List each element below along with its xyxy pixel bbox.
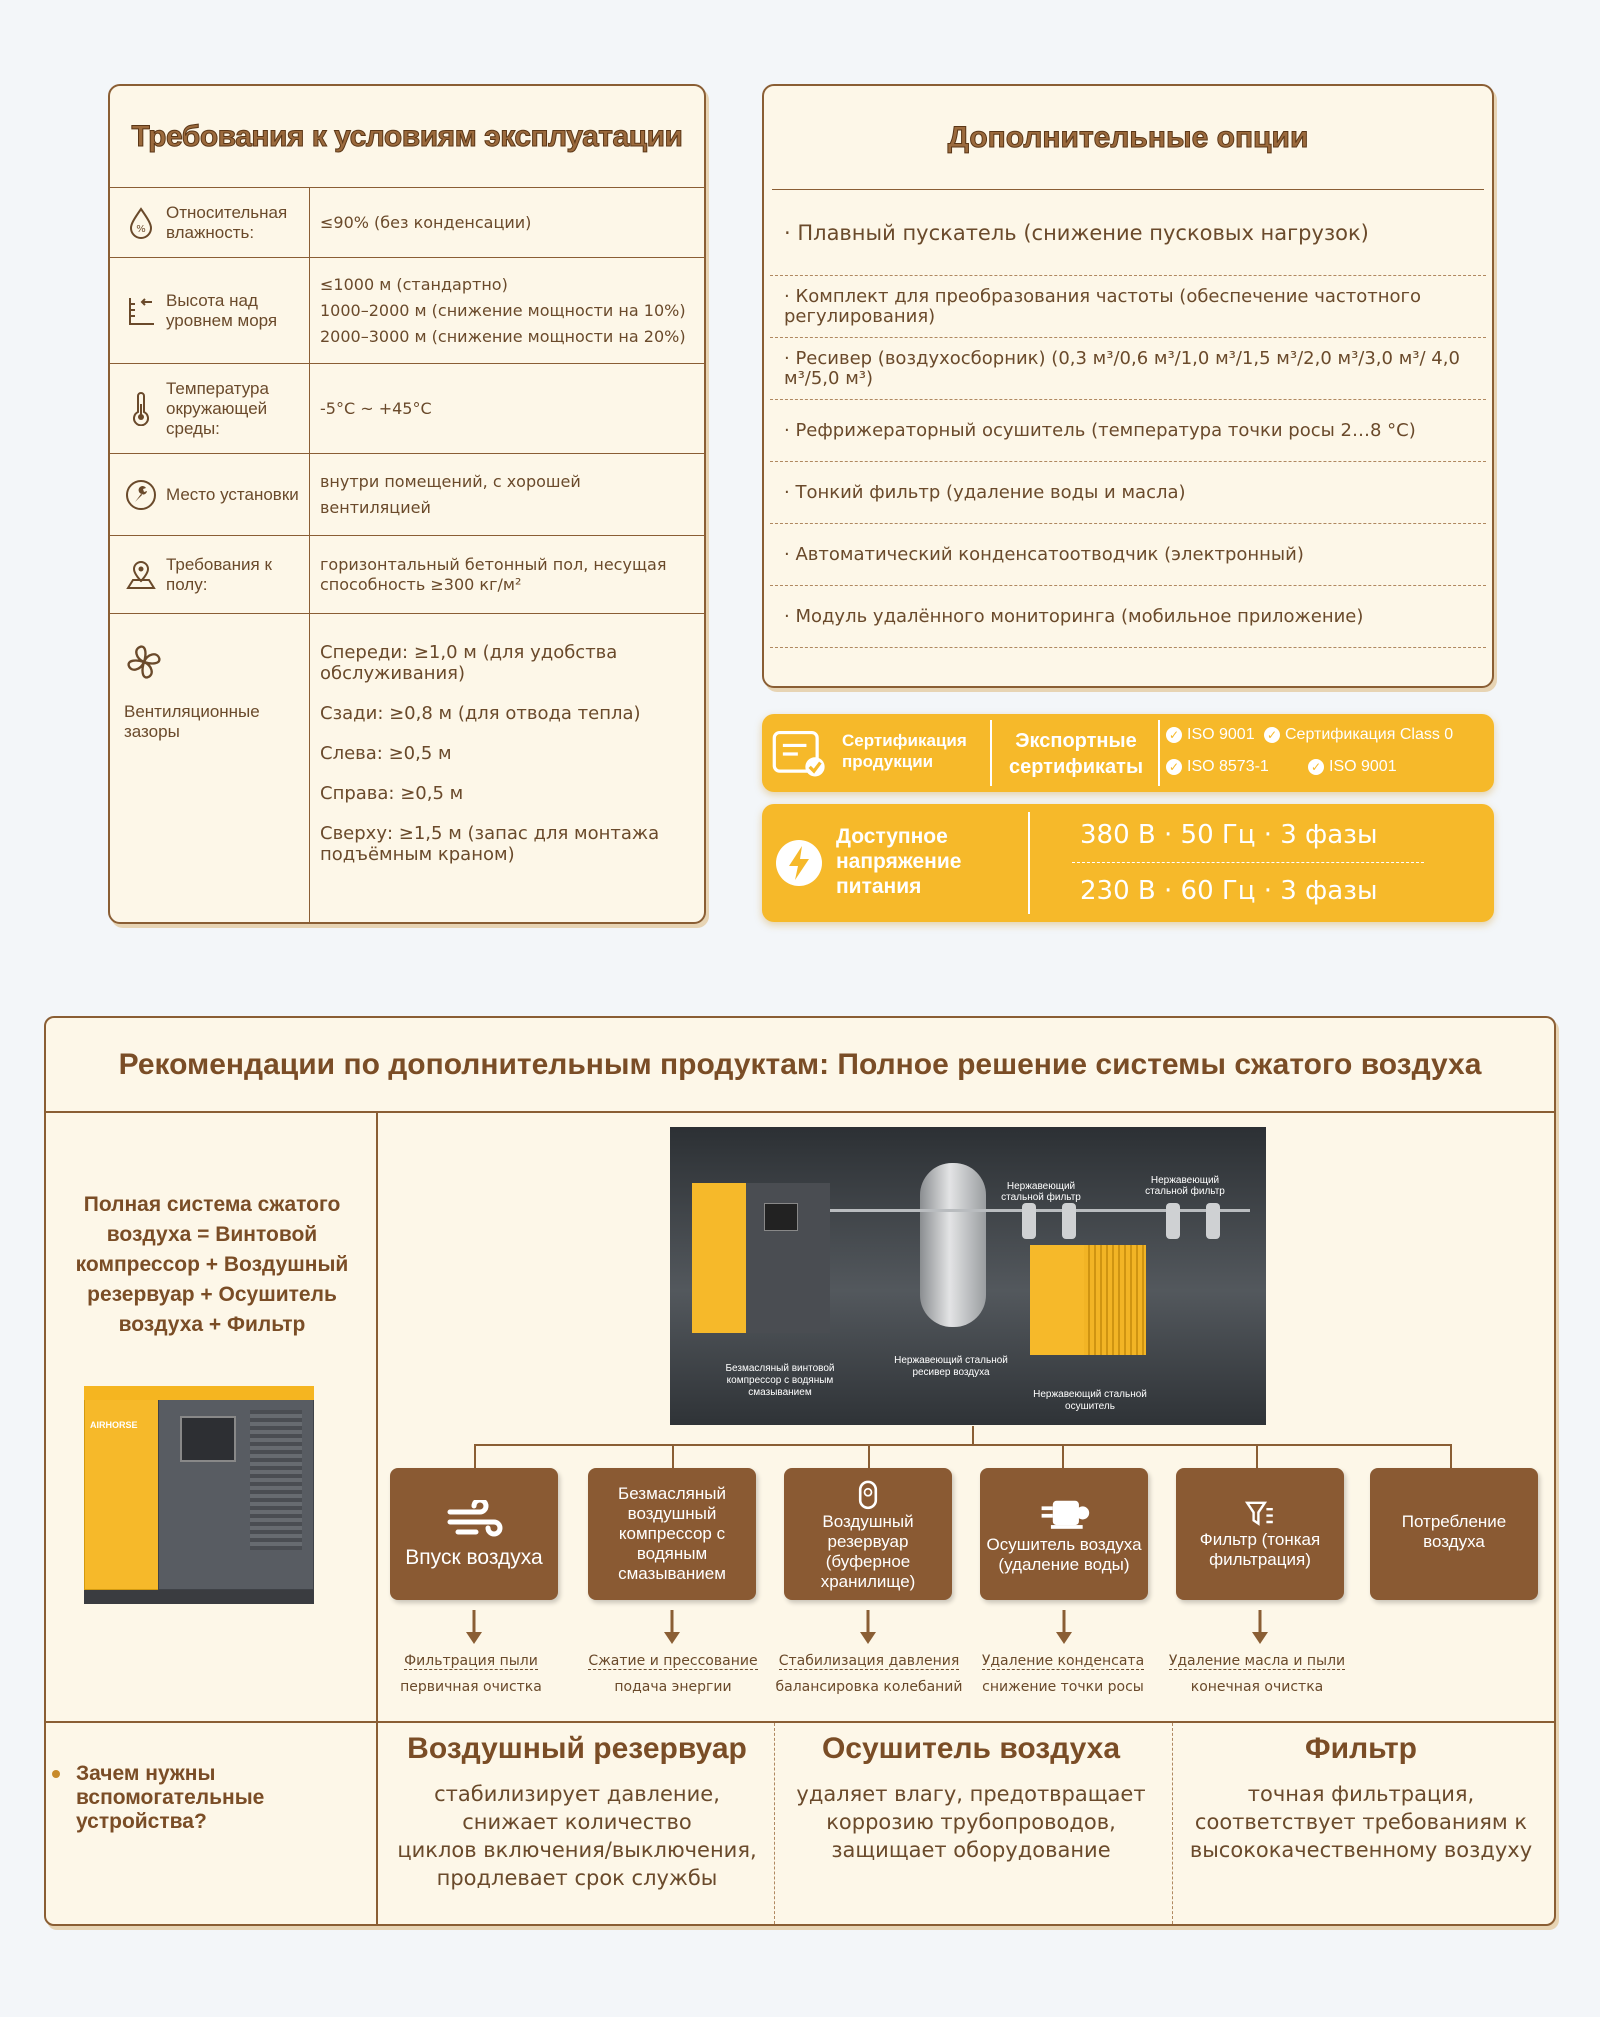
humidity-icon [124,206,158,240]
compressor-image [84,1386,330,1610]
option-item: · Ресивер (воздухосборник) (0,3 м³/0,6 м³/1,0 м³/1,5 м³/2,0 м³/3,0 м³/ 4,0 м³/5,0 м³) [770,338,1486,400]
condition-label: Относительная влажность: [166,202,288,242]
certificate-icon [770,724,830,784]
process-note: Сжатие и прессование подача энергии [588,1653,758,1695]
process-note: Удаление конденсата снижение точки росы [981,1653,1145,1695]
process-note: Стабилизация давления балансировка колебаний [775,1653,963,1695]
process-note: Удаление масла и пыли конечная очистка [1168,1653,1346,1695]
cert-badge: ✓ ISO 9001 [1308,758,1397,776]
condition-value: ≤1000 м (стандартно) [320,274,508,294]
conditions-title: Требования к условиям эксплуатации [110,86,704,188]
condition-value: внутри помещений, с хорошей вентиляцией [320,471,581,517]
location-icon [124,558,158,592]
wrench-icon [124,478,158,512]
voltage-option: 230 В · 60 Гц · 3 фазы [1080,876,1378,906]
check-icon: ✓ [1308,759,1324,775]
benefit-title-dryer: Осушитель воздуха [821,1732,1121,1765]
condition-label: Высота над уровнем моря [166,290,278,330]
tank-icon [855,1476,881,1512]
condition-value: Спереди: ≥1,0 м (для удобства обслуживания) [320,642,618,684]
brand-logo: AIRHORSE [90,1420,138,1430]
process-step-dryer: Осушитель воздуха (удаление воды) [980,1468,1148,1600]
option-item: · Комплект для преобразования частоты (обеспечение частотного регулирования) [770,276,1486,338]
condition-row-temperature [110,364,704,454]
condition-value: Слева: ≥0,5 м [320,743,452,764]
condition-row-altitude [110,258,704,364]
condition-label: Вентиляционные зазоры [124,702,260,741]
option-item: · Рефрижераторный осушитель (температура точки росы 2…8 °C) [770,400,1486,462]
export-certificates-label: Экспортные сертификаты [1008,730,1144,778]
benefit-text-receiver: стабилизирует давление, снижает количество циклов включения/выключения, продлевает срок службы [397,1782,757,1890]
air-flow-icon [444,1500,504,1540]
filter-icon [1243,1498,1277,1530]
why-bullet-icon [52,1770,60,1778]
condition-value: Справа: ≥0,5 м [320,783,464,804]
benefit-text-filter: точная фильтрация, соответствует требованиям к высококачественному воздуху [1189,1782,1533,1862]
diagram-label: Нержавеющий стальной ресивер воздуха [894,1355,1008,1378]
arrow-down-icon [464,1610,484,1646]
condition-value: 1000–2000 м (снижение мощности на 10%) [320,300,686,320]
benefit-title-receiver: Воздушный резервуар [407,1732,747,1765]
lightning-icon [774,838,824,888]
cert-badge: ✓ ISO 8573-1 [1166,758,1269,776]
condition-value: Сверху: ≥1,5 м (запас для монтажа подъёмным краном) [320,823,660,865]
altitude-icon [124,294,158,328]
check-icon: ✓ [1166,759,1182,775]
why-question: Зачем нужны вспомогательные устройства? [76,1762,265,1833]
option-item: · Автоматический конденсатоотводчик (электронный) [770,524,1486,586]
product-certification-label: Сертификация продукции [842,731,967,771]
arrow-down-icon [1054,1610,1074,1646]
diagram-label: Нержавеющий стальной осушитель [1033,1389,1147,1412]
condition-value: -5°C ~ +45°C [320,398,432,418]
arrow-down-icon [1250,1610,1270,1646]
process-step-compressor: Безмасляный воздушный компрессор с водяным смазыванием [588,1468,756,1600]
condition-value: ≤90% (без конденсации) [320,212,532,232]
arrow-down-icon [858,1610,878,1646]
diagram-label: Безмасляный винтовой компрессор с водяным смазыванием [725,1363,835,1398]
dryer-icon [1036,1493,1092,1531]
condition-label: Место установки [166,484,299,504]
process-step-consumption: Потребление воздуха [1370,1468,1538,1600]
option-item: · Плавный пускатель (снижение пусковых нагрузок) [770,190,1486,276]
condition-value: 2000–3000 м (снижение мощности на 20%) [320,326,686,346]
option-item: · Модуль удалённого мониторинга (мобильное приложение) [770,586,1486,648]
process-step-intake: Впуск воздуха [390,1468,558,1600]
svg-text:%: % [136,223,146,235]
cert-badge: ✓ Сертификация Class 0 [1264,726,1453,744]
diagram-label: Нержавеющий стальной фильтр [1001,1181,1081,1203]
fan-icon [124,642,164,682]
diagram-label: Нержавеющий стальной фильтр [1145,1175,1225,1197]
condition-label: Температура окружающей среды: [166,378,269,438]
process-step-filter: Фильтр (тонкая фильтрация) [1176,1468,1344,1600]
arrow-down-icon [662,1610,682,1646]
recommendations-title: Рекомендации по дополнительным продуктам: Полное решение системы сжатого воздуха [46,1018,1554,1113]
thermometer-icon [124,392,158,426]
condition-row-floor [110,536,704,614]
system-diagram [670,1127,1266,1425]
check-icon: ✓ [1264,727,1280,743]
voltage-option: 380 В · 50 Гц · 3 фазы [1080,820,1378,850]
process-note: Фильтрация пыли первичная очистка [400,1653,542,1695]
condition-row-location [110,454,704,536]
additional-options-card [762,84,1494,688]
condition-value: Сзади: ≥0,8 м (для отвода тепла) [320,703,641,724]
benefit-text-dryer: удаляет влагу, предотвращает коррозию трубопроводов, защищает оборудование [796,1782,1146,1862]
process-step-receiver: Воздушный резервуар (буферное хранилище) [784,1468,952,1600]
voltage-bar [762,804,1494,922]
options-title: Дополнительные опции [772,86,1484,190]
check-icon: ✓ [1166,727,1182,743]
condition-label: Требования к полу: [166,554,272,594]
certification-bar [762,714,1494,792]
option-item: · Тонкий фильтр (удаление воды и масла) [770,462,1486,524]
condition-row-ventilation [110,614,704,924]
cert-badge: ✓ ISO 9001 [1166,726,1255,744]
operating-conditions-card [108,84,706,924]
benefit-title-filter: Фильтр [1305,1732,1417,1765]
voltage-label: Доступное напряжение питания [836,825,962,898]
condition-row-humidity [110,188,704,258]
system-formula: Полная система сжатого воздуха = Винтовой компрессор + Воздушный резервуар + Осушитель воздуха + Фильтр [75,1193,349,1336]
condition-value: горизонтальный бетонный пол, несущая способность ≥300 кг/м² [320,554,667,594]
